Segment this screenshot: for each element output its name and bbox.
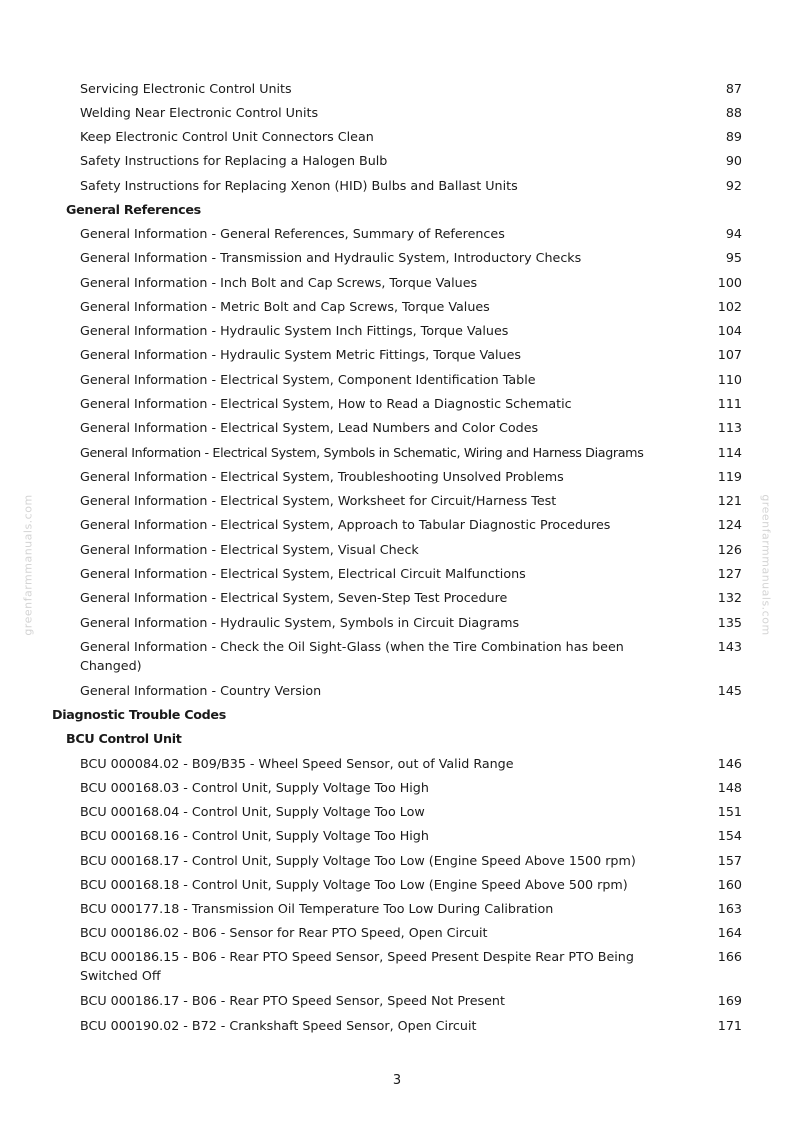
toc-entry-title: General Information - Electrical System, Lead Numbers and Color Codes — [80, 420, 539, 435]
toc-entry-page: 102 — [717, 299, 742, 314]
toc-entry-title: BCU 000168.18 - Control Unit, Supply Voltage Too Low (Engine Speed Above 500 rpm) — [80, 877, 628, 892]
toc-entry-title: General Information - Transmission and Hydraulic System, Introductory Checks — [80, 250, 582, 265]
toc-entry-page: 111 — [717, 396, 742, 411]
toc-entry-page: 132 — [717, 590, 742, 605]
toc-entry-page: 169 — [717, 993, 742, 1008]
toc-entry-page: 145 — [717, 683, 742, 698]
toc-entry-page: 94 — [725, 226, 742, 241]
toc-entry-title: General Information - Electrical System, Seven-Step Test Procedure — [80, 590, 508, 605]
toc-entry-page: 135 — [717, 615, 742, 630]
toc-entry-title: General Information - General References, Summary of References — [80, 226, 505, 241]
toc-entry-title: BCU 000177.18 - Transmission Oil Temperature Too Low During Calibration — [80, 901, 554, 916]
toc-entry-title: General Information - Hydraulic System Inch Fittings, Torque Values — [80, 323, 509, 338]
section-heading: Diagnostic Trouble Codes — [52, 707, 226, 722]
toc-entry-page: 157 — [717, 853, 742, 868]
toc-entry-title: BCU 000186.02 - B06 - Sensor for Rear PTO Speed, Open Circuit — [80, 925, 488, 940]
toc-entry-page: 110 — [717, 372, 742, 387]
toc-entry-page: 114 — [717, 445, 742, 460]
toc-entry-page: 146 — [717, 756, 742, 771]
toc-entry-page: 124 — [717, 517, 742, 532]
toc-entry-page: 107 — [717, 347, 742, 362]
toc-entry-page: 104 — [717, 323, 742, 338]
toc-entry-title: General Information - Electrical System, Component Identification Table — [80, 372, 536, 387]
toc-entry-page: 88 — [725, 105, 742, 120]
toc-entry-page: 87 — [725, 81, 742, 96]
toc-entry-page: 100 — [717, 275, 742, 290]
toc-entry-title: BCU 000186.15 - B06 - Rear PTO Speed Sensor, Speed Present Despite Rear PTO Being Switched Off — [80, 949, 634, 983]
toc-entry-page: 143 — [717, 639, 742, 654]
toc-entry-title: General Information - Hydraulic System Metric Fittings, Torque Values — [80, 347, 522, 362]
section-heading: General References — [66, 202, 201, 217]
toc-entry-page: 92 — [725, 178, 742, 193]
page-number: 3 — [392, 1073, 402, 1088]
toc-entry-page: 127 — [717, 566, 742, 581]
toc-entry-title: BCU 000168.17 - Control Unit, Supply Voltage Too Low (Engine Speed Above 1500 rpm) — [80, 853, 636, 868]
toc-entry-page: 148 — [717, 780, 742, 795]
toc-entry-page: 126 — [717, 542, 742, 557]
watermark-right: greenfarmmanuals.com — [759, 494, 773, 636]
toc-entry-title: General Information - Electrical System, Visual Check — [80, 542, 419, 557]
toc-entry-title: BCU 000186.17 - B06 - Rear PTO Speed Sensor, Speed Not Present — [80, 993, 505, 1008]
toc-entry-page: 113 — [717, 420, 742, 435]
toc-entry[interactable] — [80, 947, 742, 985]
toc-entry-page: 164 — [717, 925, 742, 940]
toc-entry-title: BCU 000190.02 - B72 - Crankshaft Speed Sensor, Open Circuit — [80, 1018, 477, 1033]
subsection-heading: BCU Control Unit — [66, 731, 182, 746]
toc-entry-page: 154 — [717, 828, 742, 843]
toc-entry-title: General Information - Electrical System, How to Read a Diagnostic Schematic — [80, 396, 572, 411]
toc-entry-title: General Information - Inch Bolt and Cap Screws, Torque Values — [80, 275, 478, 290]
toc-entry-title: BCU 000168.04 - Control Unit, Supply Voltage Too Low — [80, 804, 425, 819]
toc-entry-title: Safety Instructions for Replacing a Halogen Bulb — [80, 153, 388, 168]
toc-entry-title: BCU 000168.03 - Control Unit, Supply Voltage Too High — [80, 780, 429, 795]
toc-entry-title: General Information - Electrical System, Troubleshooting Unsolved Problems — [80, 469, 564, 484]
toc-entry-title: Keep Electronic Control Unit Connectors Clean — [80, 129, 374, 144]
toc-entry-page: 166 — [717, 949, 742, 964]
toc-entry-page: 89 — [725, 129, 742, 144]
toc-entry-title: General Information - Electrical System, Symbols in Schematic, Wiring and Harness Diagrams — [80, 445, 644, 460]
toc-entry-title: Welding Near Electronic Control Units — [80, 105, 319, 120]
toc-entry-page: 90 — [725, 153, 742, 168]
toc-entry-page: 151 — [717, 804, 742, 819]
toc-entry-title: General Information - Hydraulic System, Symbols in Circuit Diagrams — [80, 615, 520, 630]
toc-entry-title: BCU 000084.02 - B09/B35 - Wheel Speed Sensor, out of Valid Range — [80, 756, 514, 771]
toc-entry-title: Safety Instructions for Replacing Xenon (HID) Bulbs and Ballast Units — [80, 178, 518, 193]
toc-entry-title: General Information - Electrical System, Worksheet for Circuit/Harness Test — [80, 493, 557, 508]
toc-entry-title: Servicing Electronic Control Units — [80, 81, 292, 96]
toc-entry-title: General Information - Metric Bolt and Cap Screws, Torque Values — [80, 299, 490, 314]
toc-entry[interactable] — [80, 637, 742, 675]
toc-entry-title: BCU 000168.16 - Control Unit, Supply Voltage Too High — [80, 828, 429, 843]
toc-entry-title: General Information - Electrical System, Approach to Tabular Diagnostic Procedures — [80, 517, 611, 532]
toc-entry-page: 160 — [717, 877, 742, 892]
toc-entry-title: General Information - Country Version — [80, 683, 322, 698]
toc-entry-page: 163 — [717, 901, 742, 916]
toc-entry-page: 95 — [725, 250, 742, 265]
toc-entry-page: 121 — [717, 493, 742, 508]
watermark-left: greenfarmmanuals.com — [21, 494, 35, 636]
toc-entry-title: General Information - Check the Oil Sight-Glass (when the Tire Combination has been Changed) — [80, 639, 624, 673]
toc-entry-page: 119 — [717, 469, 742, 484]
toc-entry-page: 171 — [717, 1018, 742, 1033]
toc-entry-title: General Information - Electrical System, Electrical Circuit Malfunctions — [80, 566, 526, 581]
